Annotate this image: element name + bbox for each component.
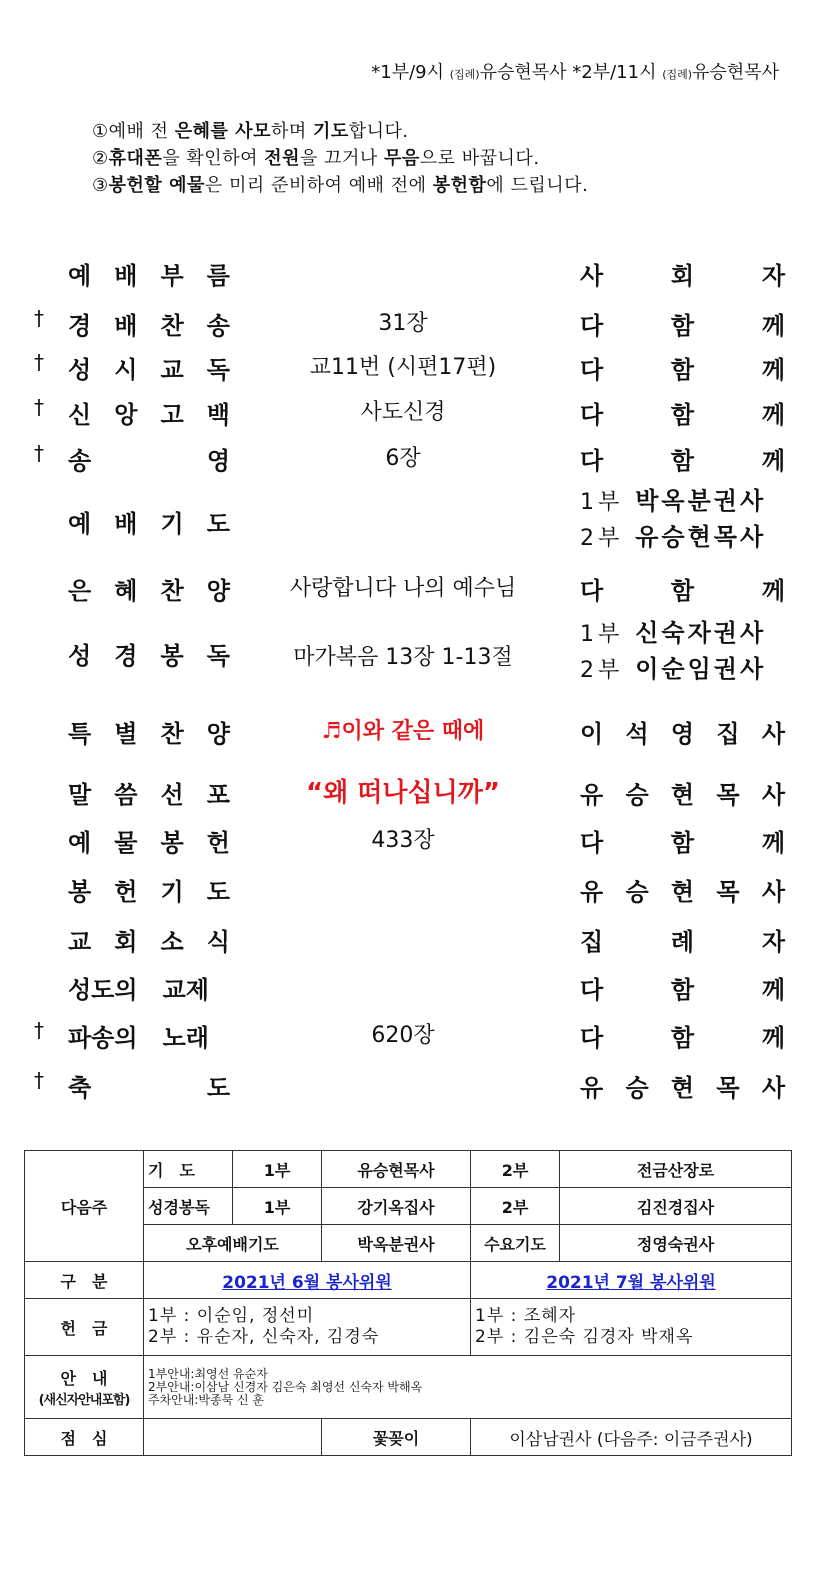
category-label: 구 분: [25, 1262, 144, 1299]
worship-item-name: 예 물 봉 헌: [68, 829, 230, 857]
july-volunteers-link[interactable]: 2021년 7월 봉사위원: [546, 1272, 716, 1293]
standing-cross-icon: †: [34, 306, 44, 330]
worship-item-leader: 이 석 영 집 사: [580, 720, 785, 748]
standing-cross-icon: †: [34, 350, 44, 374]
standing-cross-icon: †: [34, 1068, 44, 1092]
standing-cross-icon: †: [34, 1018, 44, 1042]
flower-label: 꽃꽂이: [322, 1419, 471, 1456]
rule-3: ③봉헌할 예물은 미리 준비하여 예배 전에 봉헌함에 드립니다.: [92, 175, 589, 196]
worship-item-content: “왜 떠나십니까”: [306, 778, 500, 808]
worship-item-leader: 다 함 께: [580, 447, 785, 475]
afternoon-prayer-label: 오후예배기도: [144, 1225, 322, 1262]
guide-assignments: 1부안내:최영선 유순자 2부안내:이삼남 신경자 김은숙 최영선 신숙자 박해옥 주차안내:박종묵 신 훈: [144, 1356, 792, 1419]
offering-july: 1부 : 조혜자 2부 : 김은숙 김경자 박재옥: [471, 1299, 792, 1356]
leader-line: 1부 박옥분권사: [580, 487, 767, 515]
worship-item-content: 6장: [385, 446, 421, 471]
wednesday-prayer-name: 정영숙권사: [560, 1225, 792, 1262]
worship-item-content: 433장: [371, 828, 435, 853]
worship-item-leader: [580, 484, 785, 556]
lunch-value: [144, 1419, 322, 1456]
offering-june: 1부 : 이순임, 정선미 2부 : 유순자, 신숙자, 김경숙: [144, 1299, 471, 1356]
standing-cross-icon: †: [34, 441, 44, 465]
prayer-part1-name: 유승현목사: [322, 1151, 471, 1188]
part2-officiant: 유승현목사: [692, 62, 779, 83]
guide-label: 안 내 (새신자안내포함): [25, 1356, 144, 1419]
worship-item-name: 파송의 노래: [68, 1024, 209, 1052]
worship-item-name: 예 배 부 름: [68, 262, 230, 290]
worship-item-content: 마가복음 13장 1-13절: [293, 645, 513, 670]
worship-item-leader: 다 함 께: [580, 829, 785, 857]
worship-item-content: 31장: [378, 311, 428, 336]
worship-item-name: 신 앙 고 백: [68, 401, 230, 429]
worship-item-name: 성 경 봉 독: [68, 642, 230, 670]
worship-item-name: 성 시 교 독: [68, 356, 230, 384]
worship-item-leader: 다 함 께: [580, 356, 785, 384]
part1-officiant: 유승현목사: [479, 62, 567, 83]
worship-item-content: ♬이와 같은 때에: [321, 719, 485, 744]
worship-item-name: 은 혜 찬 양: [68, 577, 230, 605]
worship-item-name: 송 영: [68, 447, 230, 475]
worship-item-name: 경 배 찬 송: [68, 312, 230, 340]
rule-1: ①예배 전 은혜를 사모하며 기도합니다.: [92, 121, 409, 142]
worship-item-leader: 다 함 께: [580, 401, 785, 429]
worship-item-name: 성도의 교제: [68, 976, 209, 1004]
next-week-label: 다음주: [25, 1151, 144, 1262]
worship-item-name: 축 도: [68, 1074, 230, 1102]
lunch-label: 점 심: [25, 1419, 144, 1456]
worship-item-content: 사랑합니다 나의 예수님: [289, 576, 517, 601]
afternoon-prayer-name: 박옥분권사: [322, 1225, 471, 1262]
worship-item-leader: 집 례 자: [580, 928, 785, 956]
wednesday-prayer-label: 수요기도: [471, 1225, 560, 1262]
worship-item-content: 620장: [371, 1023, 435, 1048]
service-times-header: [371, 58, 779, 84]
worship-item-leader: [580, 616, 785, 688]
offering-label: 헌 금: [25, 1299, 144, 1356]
part2-time: *2부/11시: [572, 62, 657, 83]
reading-label: 성경봉독: [144, 1188, 233, 1225]
reading-part1-name: 강기옥집사: [322, 1188, 471, 1225]
prayer-part2-name: 전금산장로: [560, 1151, 792, 1188]
flower-name: 이삼남권사 (다음주: 이금주권사): [471, 1419, 792, 1456]
prayer-label: 기 도: [144, 1151, 233, 1188]
standing-cross-icon: †: [34, 395, 44, 419]
service-info-table: 다음주 기 도 1부 유승현목사 2부 전금산장로 성경봉독 1부 강기옥집사 2부 김진경집사 오후예배기도 박옥분권사 수요기도 정영숙권사 구 분 2021년 6월 봉사위원 2021년 7월 봉사위원 헌 금 1부 : 이순임, 정선미 2부 : 유순자, 신숙자, 김경숙 1부 : 조혜자 2부 : 김은숙 김경자 박재옥 안 내 (새신자안내포함) 1부안내:최영선 유순자 2부안내:이삼남 신경자 김은숙 최영선 신숙자 박해옥 주차안내:박종묵 신 훈 점 심 꽃꽂이 이삼남권사 (다음주: 이금주권사): [24, 1150, 792, 1456]
june-volunteers-link[interactable]: 2021년 6월 봉사위원: [222, 1272, 392, 1293]
leader-line: 2부 유승현목사: [580, 523, 767, 551]
worship-etiquette-rules: [92, 118, 588, 199]
part1-small: (집례): [449, 68, 480, 81]
worship-item-leader: 유 승 현 목 사: [580, 781, 785, 809]
worship-item-leader: 유 승 현 목 사: [580, 878, 785, 906]
worship-item-name: 말 씀 선 포: [68, 781, 230, 809]
worship-item-name: 봉 헌 기 도: [68, 878, 230, 906]
worship-item-name: 특 별 찬 양: [68, 720, 230, 748]
rule-2: ②휴대폰을 확인하여 전원을 끄거나 무음으로 바꿉니다.: [92, 148, 540, 169]
worship-item-leader: 다 함 께: [580, 1024, 785, 1052]
worship-item-leader: 사 회 자: [580, 262, 785, 290]
worship-item-leader: 다 함 께: [580, 577, 785, 605]
part2-small: (집례): [662, 68, 693, 81]
leader-line: 2부 이순임권사: [580, 655, 767, 683]
worship-item-name: 교 회 소 식: [68, 928, 230, 956]
worship-item-leader: 유 승 현 목 사: [580, 1074, 785, 1102]
worship-item-name: 예 배 기 도: [68, 510, 230, 538]
part1-time: *1부/9시: [371, 62, 444, 83]
worship-item-content: 교11번 (시편17편): [309, 355, 497, 380]
reading-part2-name: 김진경집사: [560, 1188, 792, 1225]
worship-item-leader: 다 함 께: [580, 976, 785, 1004]
worship-item-leader: 다 함 께: [580, 312, 785, 340]
worship-item-content: 사도신경: [360, 400, 446, 425]
leader-line: 1부 신숙자권사: [580, 619, 767, 647]
